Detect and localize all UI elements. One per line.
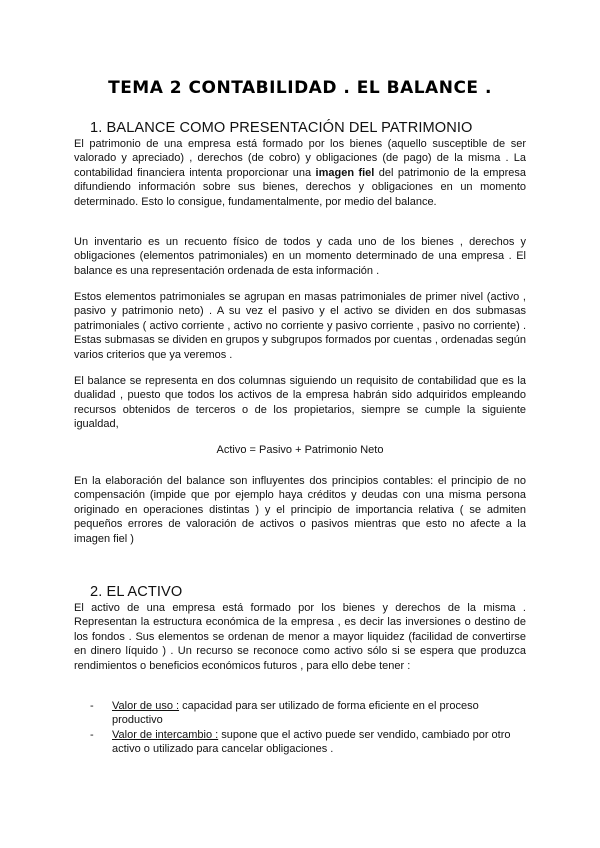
page-title: TEMA 2 CONTABILIDAD . EL BALANCE .	[108, 78, 492, 98]
list-item-term: Valor de intercambio :	[112, 729, 219, 741]
paragraph-text: del patrimonio de la empresa difundiendo información sobre sus bienes, derechos y obligaciones en un momento determinado. Esto lo consigue, fundamentalmente, por medio del balance.	[74, 166, 526, 208]
paragraph-dualidad: El balance se representa en dos columnas siguiendo un requisito de contabilidad que es la dualidad , puesto que todos los activos de la empresa habrán sido adquiridos empleando recursos obtenidos de terceros o de los propietarios, siempre se cumple la siguiente igualdad,	[74, 375, 526, 431]
list-item-term: Valor de uso :	[112, 700, 180, 712]
section-heading-activo: 2. EL ACTIVO	[90, 584, 183, 600]
paragraph-inventario: Un inventario es un recuento físico de todos y cada uno de los bienes , derechos y obligaciones (elementos patrimoniales) en un momento determinado de una empresa . El balance es una representación ordenada de esta información .	[74, 236, 526, 277]
list-item-text: capacidad para ser utilizado de forma eficiente en el proceso productivo	[112, 700, 479, 727]
section-heading-balance: 1. BALANCE COMO PRESENTACIÓN DEL PATRIMONIO	[90, 120, 473, 136]
bullet-marker: -	[90, 729, 94, 741]
list-item-valor-uso	[112, 699, 526, 728]
bullet-marker: -	[90, 700, 94, 712]
paragraph-activo: El activo de una empresa está formado por los bienes y derechos de la misma . Representan la estructura económica de la empresa , es decir las inversiones o destino de los fondos . Sus elementos se ordenan de menor a mayor liquidez (facilidad de convertirse en dinero líquido ) . Un recurso se reconoce como activo sólo si se espera que produzca rendimientos o beneficios económicos futuros , para ello debe tener :	[74, 602, 526, 672]
paragraph-patrimonio	[74, 137, 526, 209]
list-item-valor-intercambio	[112, 728, 526, 757]
balance-equation: Activo = Pasivo + Patrimonio Neto	[216, 444, 384, 456]
paragraph-masas: Estos elementos patrimoniales se agrupan en masas patrimoniales de primer nivel (activo , pasivo y patrimonio neto) . A su vez el pasivo y el activo se dividen en dos submasas patrimoniales ( activo corriente , activo no corriente y pasivo corriente , pasivo no corriente) . Estas submasas se dividen en grupos y subgrupos formados por cuentas , ordenadas según varios criterios que ya veremos .	[74, 291, 526, 361]
list-item-text: supone que el activo puede ser vendido, cambiado por otro activo o utilizado para cancelar obligaciones .	[112, 729, 511, 756]
paragraph-text: El patrimonio de una empresa está formado por los bienes (aquello susceptible de ser valorado y apreciado) , derechos (de cobro) y obligaciones (de pago) de la misma . La contabilidad financiera intenta proporcionar una	[74, 138, 526, 179]
paragraph-principios: En la elaboración del balance son influyentes dos principios contables: el principio de no compensación (impide que por ejemplo haya créditos y deudas con una misma persona originado en operaciones distintas ) y el principio de importancia relativa ( se admiten pequeños errores de valoración de activos o pasivos mientras que esto no afecte a la imagen fiel )	[74, 475, 526, 545]
bold-term: imagen fiel	[315, 166, 375, 179]
